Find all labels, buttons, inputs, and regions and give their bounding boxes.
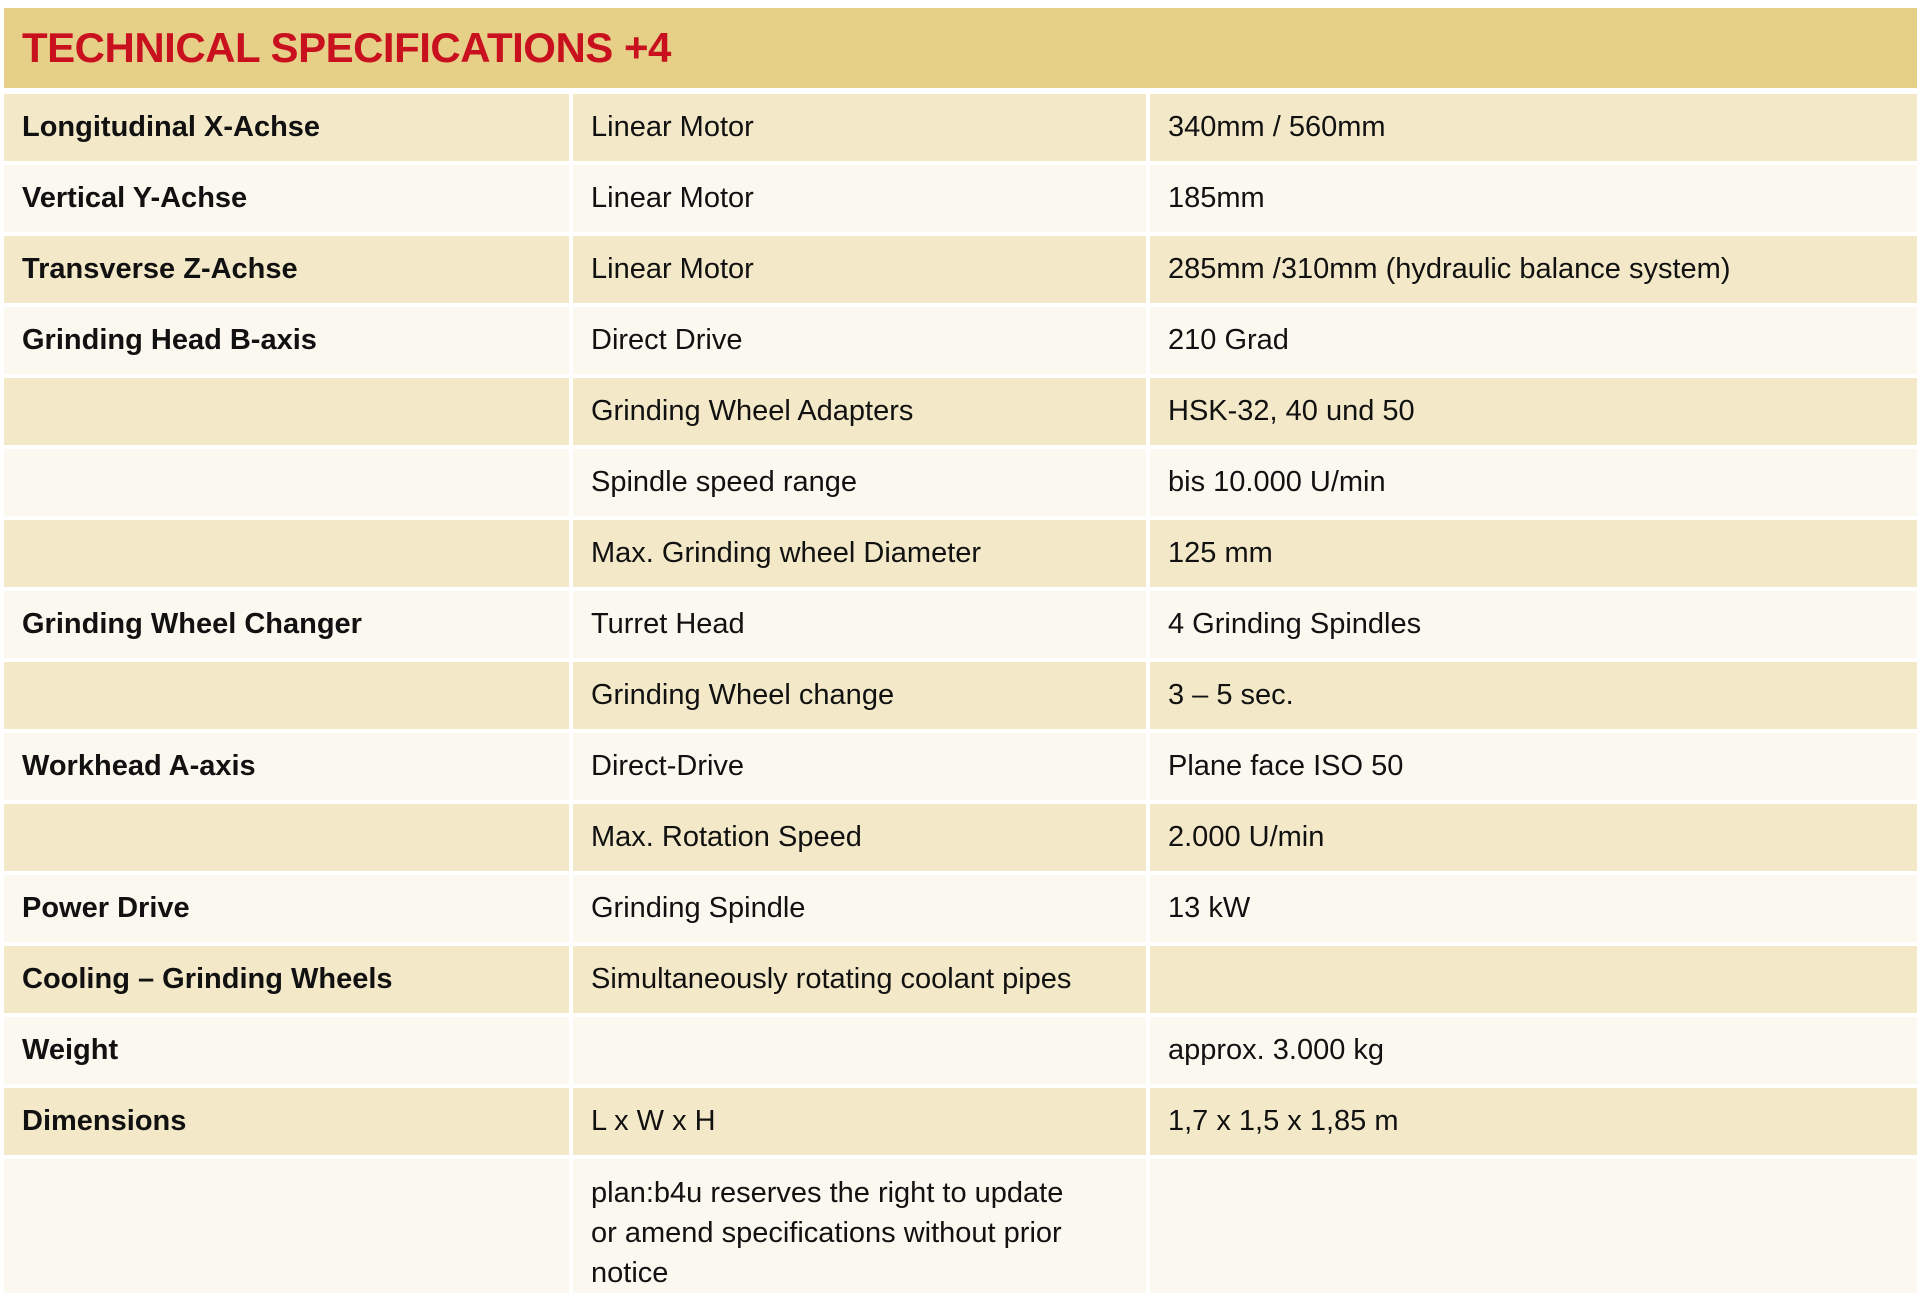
spec-value: 210 Grad <box>1150 307 1917 374</box>
spec-value: Plane face ISO 50 <box>1150 733 1917 800</box>
spec-type: Turret Head <box>573 591 1146 658</box>
spec-type: Linear Motor <box>573 165 1146 232</box>
spec-label <box>4 449 569 516</box>
spec-label <box>4 378 569 445</box>
table-row <box>4 1159 1917 1293</box>
spec-type: Direct Drive <box>573 307 1146 374</box>
spec-type: Max. Grinding wheel Diameter <box>573 520 1146 587</box>
spec-value: 13 kW <box>1150 875 1917 942</box>
spec-type: Simultaneously rotating coolant pipes <box>573 946 1146 1013</box>
spec-rows <box>4 94 1917 1293</box>
spec-label: Transverse Z-Achse <box>4 236 569 303</box>
spec-table <box>4 8 1917 1293</box>
spec-type: L x W x H <box>573 1088 1146 1155</box>
table-row <box>4 236 1917 303</box>
spec-label: Cooling – Grinding Wheels <box>4 946 569 1013</box>
spec-type: Spindle speed range <box>573 449 1146 516</box>
spec-value: 3 – 5 sec. <box>1150 662 1917 729</box>
table-row <box>4 94 1917 161</box>
spec-label: Workhead A-axis <box>4 733 569 800</box>
header-bar <box>4 8 1917 88</box>
table-row <box>4 378 1917 445</box>
spec-label <box>4 1159 569 1293</box>
spec-value: 340mm / 560mm <box>1150 94 1917 161</box>
spec-label: Dimensions <box>4 1088 569 1155</box>
spec-value: 285mm /310mm (hydraulic balance system) <box>1150 236 1917 303</box>
table-row <box>4 307 1917 374</box>
spec-type: Direct-Drive <box>573 733 1146 800</box>
page-title: TECHNICAL SPECIFICATIONS +4 <box>22 24 671 71</box>
spec-value: 185mm <box>1150 165 1917 232</box>
spec-label: Power Drive <box>4 875 569 942</box>
spec-value: 1,7 x 1,5 x 1,85 m <box>1150 1088 1917 1155</box>
spec-value <box>1150 1159 1917 1293</box>
spec-label: Vertical Y-Achse <box>4 165 569 232</box>
spec-value: approx. 3.000 kg <box>1150 1017 1917 1084</box>
spec-type: Linear Motor <box>573 94 1146 161</box>
table-row <box>4 591 1917 658</box>
table-row <box>4 875 1917 942</box>
spec-value: bis 10.000 U/min <box>1150 449 1917 516</box>
spec-type: Grinding Wheel change <box>573 662 1146 729</box>
table-row <box>4 1017 1917 1084</box>
table-row <box>4 662 1917 729</box>
spec-type: Grinding Spindle <box>573 875 1146 942</box>
disclaimer-note: plan:b4u reserves the right to update or amend specifications without prior notice <box>573 1159 1146 1293</box>
spec-label <box>4 804 569 871</box>
table-row <box>4 946 1917 1013</box>
spec-value: HSK-32, 40 und 50 <box>1150 378 1917 445</box>
spec-label: Weight <box>4 1017 569 1084</box>
spec-label: Longitudinal X-Achse <box>4 94 569 161</box>
spec-label: Grinding Wheel Changer <box>4 591 569 658</box>
spec-type: Grinding Wheel Adapters <box>573 378 1146 445</box>
spec-value: 125 mm <box>1150 520 1917 587</box>
table-row <box>4 1088 1917 1155</box>
table-row <box>4 804 1917 871</box>
spec-label <box>4 520 569 587</box>
table-row <box>4 520 1917 587</box>
table-row <box>4 165 1917 232</box>
table-row <box>4 449 1917 516</box>
spec-value: 2.000 U/min <box>1150 804 1917 871</box>
spec-type: Linear Motor <box>573 236 1146 303</box>
spec-value: 4 Grinding Spindles <box>1150 591 1917 658</box>
spec-type: Max. Rotation Speed <box>573 804 1146 871</box>
spec-value <box>1150 946 1917 1013</box>
spec-label <box>4 662 569 729</box>
spec-label: Grinding Head B-axis <box>4 307 569 374</box>
table-row <box>4 733 1917 800</box>
spec-type <box>573 1017 1146 1084</box>
